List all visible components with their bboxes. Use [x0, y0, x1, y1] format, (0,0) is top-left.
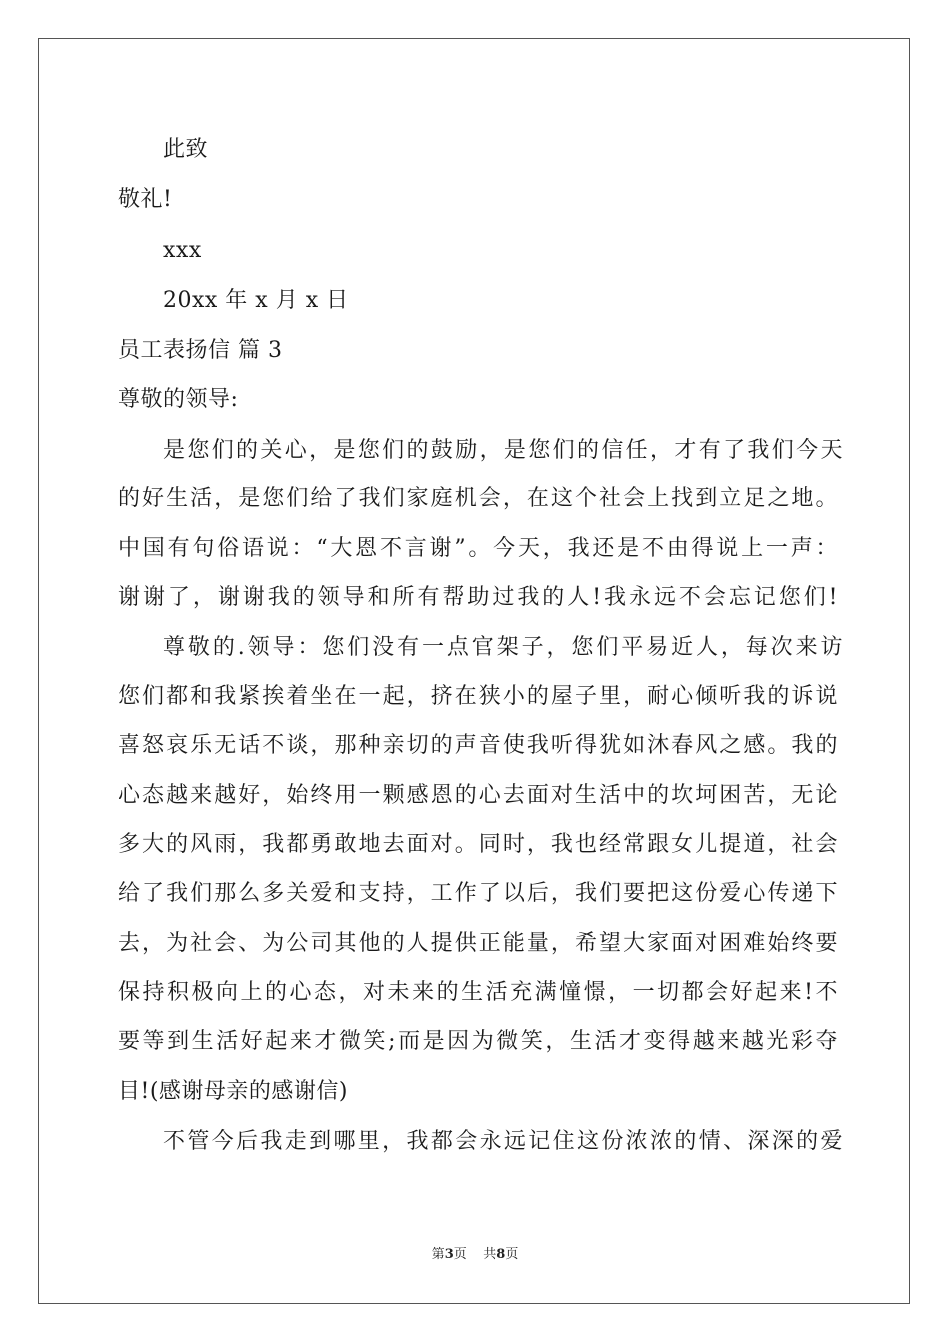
- paragraph-2-line-4: 心态越来越好，始终用一颗感恩的心去面对生活中的坎坷困苦，无论: [118, 783, 838, 808]
- paragraph-1-line-3: 中国有句俗语说：“大恩不言谢”。今天，我还是不由得说上一声：: [118, 536, 838, 561]
- page-suffix: 页: [505, 1247, 519, 1262]
- paragraph-1-line-1: 是您们的关心，是您们的鼓励，是您们的信任，才有了我们今天: [163, 438, 843, 463]
- paragraph-3-line-1: 不管今后我走到哪里，我都会永远记住这份浓浓的情、深深的爱: [163, 1129, 843, 1154]
- closing-salutation-1: 此致: [163, 137, 209, 162]
- paragraph-1-line-2: 的好生活，是您们给了我们家庭机会，在这个社会上找到立足之地。: [118, 486, 838, 511]
- paragraph-2-line-6: 给了我们那么多关爱和支持，工作了以后，我们要把这份爱心传递下: [118, 881, 838, 906]
- total-page-count: 8: [496, 1247, 506, 1262]
- letter-date: 20xx 年 x 月 x 日: [163, 288, 349, 313]
- paragraph-2-line-3: 喜怒哀乐无话不谈，那种亲切的声音使我听得犹如沐春风之感。我的: [118, 733, 838, 758]
- greeting: 尊敬的领导:: [118, 387, 239, 412]
- page-number-footer: [0, 1246, 950, 1264]
- signature: xxx: [163, 238, 202, 263]
- paragraph-2-line-5: 多大的风雨，我都勇敢地去面对。同时，我也经常跟女儿提道，社会: [118, 832, 838, 857]
- current-page-number: 3: [444, 1247, 454, 1262]
- section-heading: 员工表扬信 篇 3: [118, 338, 283, 363]
- paragraph-1-line-4: 谢谢了，谢谢我的领导和所有帮助过我的人!我永远不会忘记您们!: [118, 585, 838, 610]
- page-prefix: 第: [431, 1247, 445, 1262]
- closing-salutation-2: 敬礼!: [118, 187, 173, 212]
- paragraph-2-line-1: 尊敬的.领导：您们没有一点官架子，您们平易近人，每次来访: [163, 635, 843, 660]
- paragraph-2-line-9: 要等到生活好起来才微笑;而是因为微笑，生活才变得越来越光彩夺: [118, 1029, 838, 1054]
- paragraph-2-line-8: 保持积极向上的心态，对未来的生活充满憧憬，一切都会好起来!不: [118, 980, 838, 1005]
- page-border: [38, 38, 910, 1304]
- paragraph-2-line-2: 您们都和我紧挨着坐在一起，挤在狭小的屋子里，耐心倾听我的诉说: [118, 684, 838, 709]
- page-mid: 页 共: [453, 1247, 497, 1262]
- paragraph-2-line-7: 去，为社会、为公司其他的人提供正能量，希望大家面对困难始终要: [118, 931, 838, 956]
- paragraph-2-line-10: 目!(感谢母亲的感谢信): [118, 1079, 349, 1104]
